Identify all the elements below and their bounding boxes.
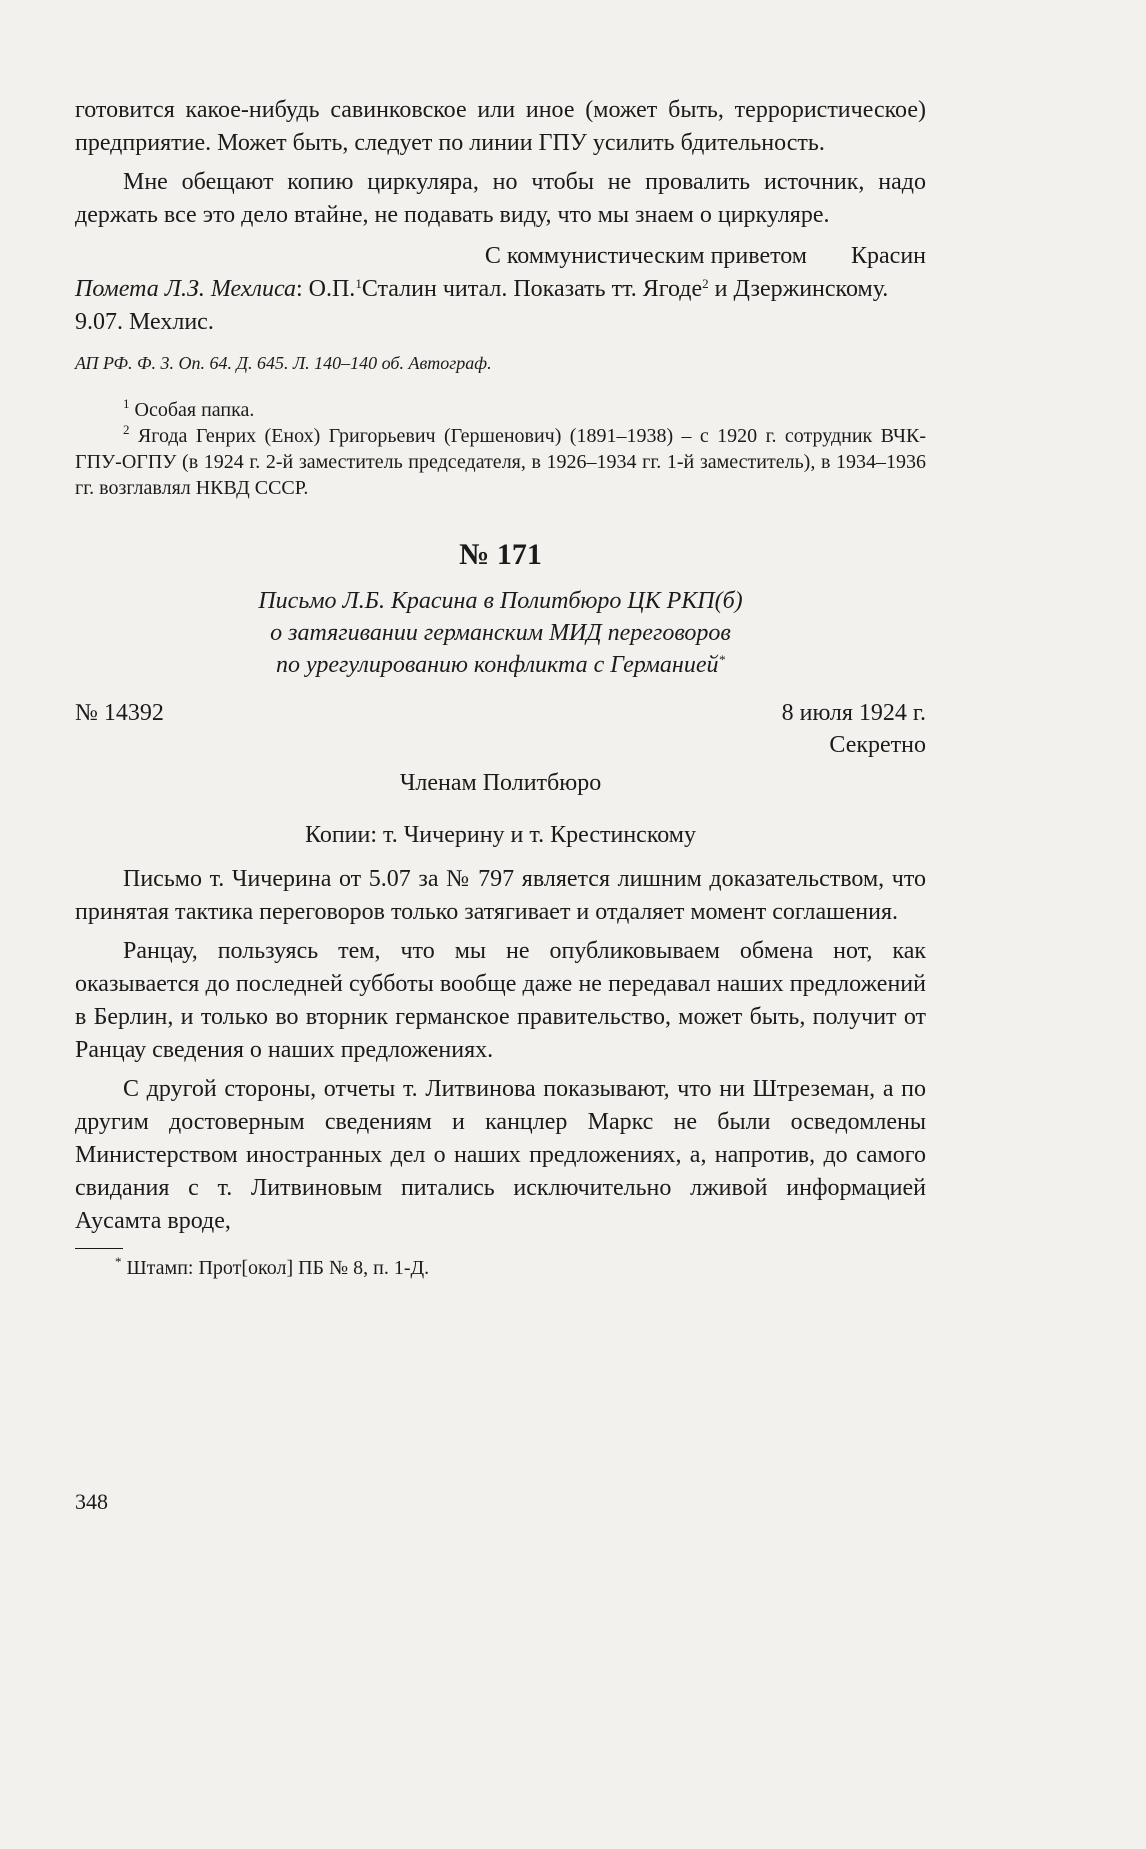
addressee: Членам Политбюро [399, 770, 602, 796]
footnote-ref: 1 [355, 276, 362, 291]
mekhlis-mark: Помета Л.З. Мехлиса: О.П.$^1$Сталин читал. Показать тт. Ягоде$^2$ и Дзержинскому. 9.07. Мехлис. [75, 276, 889, 335]
continuation-paragraph: Мне обещают копию циркуляра, но чтобы не провалить источник, надо держать все это дело втайне, не подавать виду, что мы знаем о циркуляре. [75, 169, 926, 228]
footnote-ref: 2 [702, 276, 709, 291]
copies-line: Копии: т. Чичерину и т. Крестинскому [305, 822, 696, 848]
footnote: $^1$ Особая папка. [123, 396, 255, 421]
mark-label: Помета Л.З. Мехлиса [75, 276, 296, 302]
page-number: 348 [75, 1489, 108, 1514]
document-meta [75, 697, 926, 729]
signature-name: Красин [851, 243, 926, 269]
archive-reference: АП РФ. Ф. 3. Оп. 64. Д. 645. Л. 140–140 об. Автограф. [75, 353, 492, 373]
letter-paragraph: С другой стороны, отчеты т. Литвинова показывают, что ни Штреземан, а по другим достоверным сведениям и канцлер Маркс не были осведомлены Министерством иностранных дел о наших предложениях, а, напротив, до самого свидания с т. Литвиновым питались исключительно лживой информацией Аусамта вроде, [75, 1076, 926, 1234]
footnote-ref: * [718, 652, 725, 667]
footnotes [75, 397, 926, 501]
letter-paragraph: Ранцау, пользуясь тем, что мы не опубликовываем обмена нот, как оказывается до последней субботы вообще даже не передавал наших предложений в Берлин, и только во вторник германское правительство, может быть, получит от Ранцау сведения о наших предложениях. [75, 938, 926, 1063]
signature-greeting: С коммунистическим приветом [484, 243, 807, 269]
classification-stamp: Секретно [829, 732, 926, 758]
continuation-paragraph: готовится какое-нибудь савинковское или иное (может быть, террористическое) предприятие. Может быть, следует по линии ГПУ усилить бдительность. [75, 97, 926, 156]
letter-paragraph: Письмо т. Чичерина от 5.07 за № 797 является лишним доказательством, что принятая тактика переговоров только затягивает и отдаляет момент соглашения. [75, 866, 926, 925]
document-title: Письмо Л.Б. Красина в Политбюро ЦК РКП(б) о затягивании германским МИД переговоров по урегулированию конфликта с Германией* [258, 588, 743, 678]
registration-number: № 14392 [75, 700, 164, 726]
document-date: 8 июля 1924 г. [781, 700, 926, 726]
document-number: № 171 [459, 538, 542, 571]
signature-line [75, 240, 926, 273]
footnote-divider [75, 1248, 123, 1249]
stamp-footnote: * Штамп: Прот[окол] ПБ № 8, п. 1-Д. [115, 1254, 430, 1279]
footnote: $^2$ Ягода Генрих (Енох) Григорьевич (Гершенович) (1891–1938) – с 1920 г. сотрудник ВЧК-ГПУ-ОГПУ (в 1924 г. 2-й заместитель председателя, в 1926–1934 гг. 1-й заместитель), в 1934–1936 гг. возглавлял НКВД СССР. [75, 422, 927, 499]
